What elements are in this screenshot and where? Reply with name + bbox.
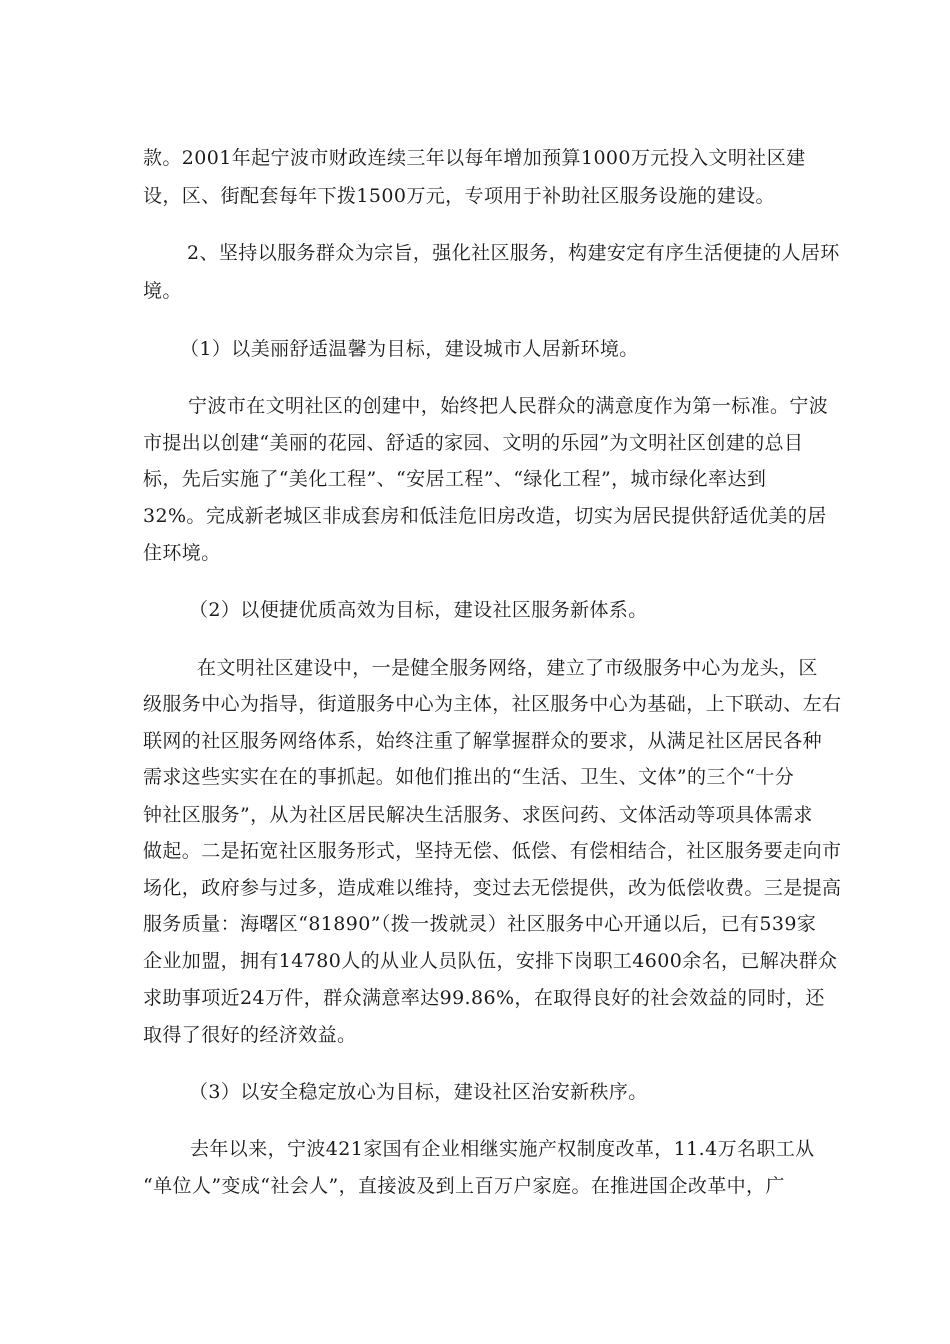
section-heading: （1）以美丽舒适温馨为目标，建设城市人居新环境。 (180, 338, 639, 360)
text-line: 2、坚持以服务群众为宗旨，强化社区服务，构建安定有序生活便捷的人居环 (187, 242, 840, 264)
text-line: 住环境。 (143, 542, 221, 564)
section-heading: （2）以便捷优质高效为目标，建设社区服务新体系。 (189, 599, 648, 621)
text-line: 境。 (143, 280, 182, 302)
text-line: 市提出以创建“美丽的花园、舒适的家园、文明的乐园”为文明社区创建的总目 (143, 432, 804, 454)
text-line: 标，先后实施了“美化工程”、“安居工程”、“绿化工程”，城市绿化率达到 (143, 468, 767, 490)
text-line: 服务质量：海曙区“81890”（拨一拨就灵）社区服务中心开通以后，已有539家 (143, 913, 817, 935)
text-line: 设，区、街配套每年下拨1500万元，专项用于补助社区服务设施的建设。 (143, 185, 775, 207)
text-line: 求助事项近24万件，群众满意率达99.86%，在取得良好的社会效益的同时，还 (143, 987, 825, 1009)
text-line: 级服务中心为指导，街道服务中心为主体，社区服务中心为基础，上下联动、左右 (143, 693, 842, 715)
text-line: 去年以来，宁波421家国有企业相继实施产权制度改革，11.4万名职工从 (190, 1138, 815, 1160)
text-line: 做起。二是拓宽社区服务形式，坚持无偿、低偿、有偿相结合，社区服务要走向市 (143, 840, 842, 862)
text-line: 在文明社区建设中，一是健全服务网络，建立了市级服务中心为龙头，区 (197, 657, 818, 679)
text-line: 款。2001年起宁波市财政连续三年以每年增加预算1000万元投入文明社区建 (143, 147, 806, 169)
text-line: 宁波市在文明社区的创建中，始终把人民群众的满意度作为第一标准。宁波 (188, 395, 829, 417)
section-heading: （3）以安全稳定放心为目标，建设社区治安新秩序。 (189, 1081, 648, 1103)
text-line: 联网的社区服务网络体系，始终注重了解掌握群众的要求，从满足社区居民各种 (143, 730, 823, 752)
text-line: 32%。完成新老城区非成套房和低洼危旧房改造，切实为居民提供舒适优美的居 (143, 505, 827, 527)
text-line: 钟社区服务”，从为社区居民解决生活服务、求医问药、文体活动等项具体需求 (143, 804, 813, 826)
text-line: 需求这些实实在在的事抓起。如他们推出的“生活、卫生、文体”的三个“十分 (143, 766, 795, 788)
text-line: “单位人”变成“社会人”，直接波及到上百万户家庭。在推进国企改革中，广 (143, 1175, 785, 1197)
text-line: 取得了很好的经济效益。 (143, 1024, 357, 1046)
text-line: 企业加盟，拥有14780人的从业人员队伍，安排下岗职工4600余名，已解决群众 (143, 950, 838, 972)
text-line: 场化，政府参与过多，造成难以维持，变过去无偿提供，改为低偿收费。三是提高 (143, 877, 842, 899)
